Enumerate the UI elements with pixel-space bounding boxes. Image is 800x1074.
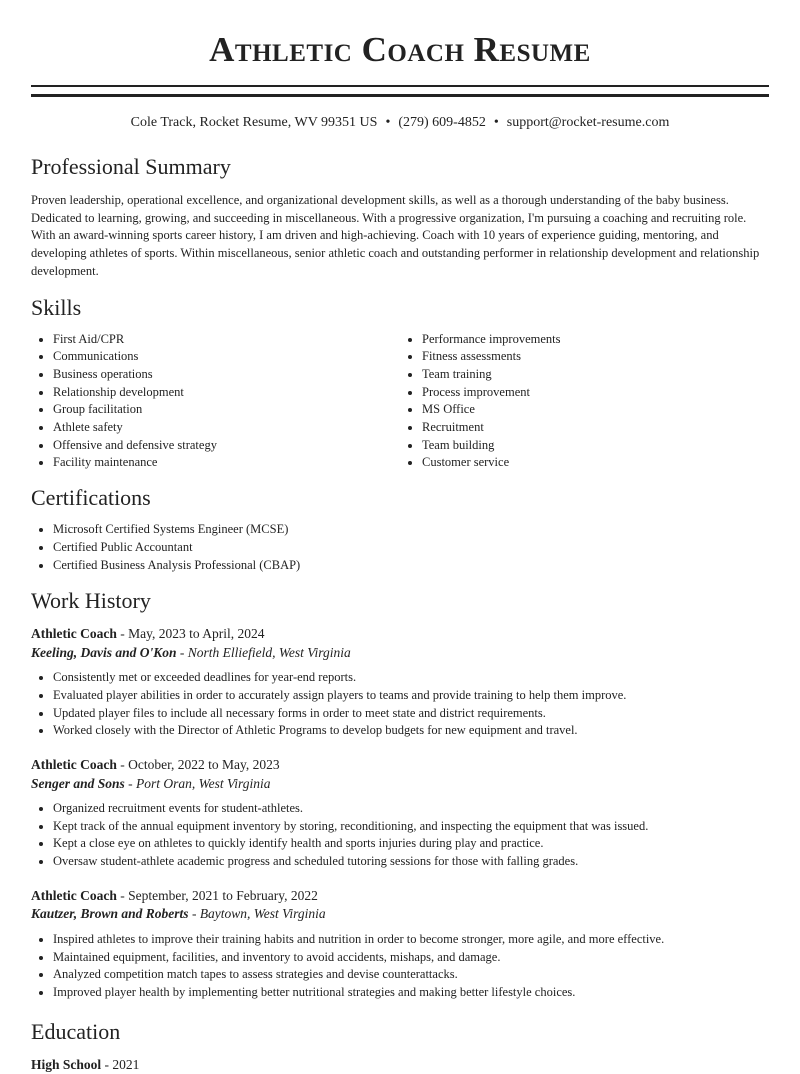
- job-dates: September, 2021 to February, 2022: [128, 887, 318, 903]
- skill-item: • Relationship development: [53, 384, 400, 402]
- job-dash: -: [124, 775, 137, 791]
- education-degree: High School: [31, 1056, 102, 1072]
- skill-item: • MS Office: [422, 401, 769, 419]
- job-title: Athletic Coach: [31, 887, 117, 903]
- skill-item: • Business operations: [53, 366, 400, 384]
- job-duty: • Kept a close eye on athletes to quickly identify health and sports injuries during play and practice.: [53, 835, 769, 853]
- job-duty: • Kept track of the annual equipment inventory by storing, reconditioning, and inspecting the equipment that was issued.: [53, 818, 769, 836]
- job-duty: • Worked closely with the Director of Athletic Programs to develop budgets for new equipment and travel.: [53, 722, 769, 740]
- contact-separator: •: [385, 115, 391, 130]
- employer-location: Baytown, West Virginia: [199, 906, 326, 922]
- skills-columns: [31, 331, 769, 473]
- employer-name: Senger and Sons: [31, 775, 125, 791]
- summary-heading: Professional Summary: [31, 154, 231, 179]
- certification-item: • Certified Business Analysis Professional (CBAP): [53, 557, 769, 575]
- job-title: Athletic Coach: [31, 626, 117, 642]
- job-duty: • Maintained equipment, facilities, and inventory to avoid accidents, mishaps, and damage.: [53, 949, 769, 967]
- skill-item: • Offensive and defensive strategy: [53, 437, 400, 455]
- summary-text: Proven leadership, operational excellence, and organizational development skills, as well as a thorough understanding of the baby business. Dedicated to learning, growing, and succeeding in miscellaneous. With a progressive organization, I'm pursuing a coaching and recruiting role. With an award-winning sports career history, I am driven and high-achieving. Coach with 10 years of experience guiding, mentoring, and developing athletes of sports. Within miscellaneous, senior athletic coach and outstanding performer in relationship development and relationship development.: [31, 193, 760, 278]
- job-duties-list: [31, 931, 769, 1002]
- skill-item: • Communications: [53, 348, 400, 366]
- job-dates: May, 2023 to April, 2024: [128, 626, 265, 642]
- resume-page: [31, 0, 769, 1074]
- contact-separator: •: [493, 115, 499, 130]
- job-duty: • Analyzed competition match tapes to assess strategies and devise counterattacks.: [53, 966, 769, 984]
- job-dash: -: [116, 887, 129, 903]
- certification-item: • Microsoft Certified Systems Engineer (MCSE): [53, 521, 769, 539]
- employer-location: North Elliefield, West Virginia: [187, 644, 351, 660]
- job-duty: • Updated player files to include all necessary forms in order to meet state and district requirements.: [53, 705, 769, 723]
- resume-title: Athletic Coach Resume: [209, 30, 591, 69]
- skills-list-left: [31, 331, 400, 473]
- job-duty: • Evaluated player abilities in order to accurately assign players to teams and provide training to help them improve.: [53, 687, 769, 705]
- skills-list-right: [400, 331, 769, 473]
- job-dash: -: [176, 644, 188, 660]
- job-title-line: [31, 756, 769, 775]
- job-duty: • Organized recruitment events for student-athletes.: [53, 800, 769, 818]
- skill-item: • Customer service: [422, 454, 769, 472]
- certifications-list: [31, 521, 769, 574]
- education-year: 2021: [112, 1056, 140, 1072]
- skill-item: • Group facilitation: [53, 401, 400, 419]
- skill-item: • Team training: [422, 366, 769, 384]
- skill-item: • Team building: [422, 437, 769, 455]
- certifications-heading: Certifications: [31, 485, 151, 511]
- contact-address: Cole Track, Rocket Resume, WV 99351 US: [130, 115, 378, 130]
- job-entry: [31, 625, 769, 740]
- job-dash: -: [188, 906, 200, 922]
- job-entry: [31, 756, 769, 871]
- job-title: Athletic Coach: [31, 757, 117, 773]
- job-duties-list: [31, 800, 769, 871]
- employer-name: Kautzer, Brown and Roberts: [31, 906, 189, 922]
- job-duty: • Inspired athletes to improve their training habits and nutrition in order to become stronger, more agile, and more effective.: [53, 931, 769, 949]
- employer-location: Port Oran, West Virginia: [136, 775, 271, 791]
- skill-item: • Athlete safety: [53, 419, 400, 437]
- job-duty: • Improved player health by implementing better nutritional strategies and making better lifestyle choices.: [53, 984, 769, 1002]
- skill-item: • First Aid/CPR: [53, 331, 400, 349]
- certification-item: • Certified Public Accountant: [53, 539, 769, 557]
- education-entry: [31, 1056, 769, 1074]
- employer-line: [31, 644, 769, 663]
- job-duty: • Consistently met or exceeded deadlines for year-end reports.: [53, 669, 769, 687]
- skill-item: • Recruitment: [422, 419, 769, 437]
- work-history-heading: Work History: [31, 588, 151, 614]
- contact-line: [31, 113, 769, 133]
- skills-heading: Skills: [31, 294, 82, 320]
- job-title-line: [31, 625, 769, 644]
- skill-item: • Process improvement: [422, 384, 769, 402]
- job-dash: -: [116, 757, 129, 773]
- job-dash: -: [116, 626, 129, 642]
- title-divider: [31, 85, 769, 97]
- employer-line: [31, 905, 769, 924]
- job-dates: October, 2022 to May, 2023: [128, 757, 280, 773]
- education-heading: Education: [31, 1018, 121, 1044]
- employer-name: Keeling, Davis and O'Kon: [31, 644, 177, 660]
- skill-item: • Facility maintenance: [53, 454, 400, 472]
- employer-line: [31, 775, 769, 794]
- contact-email[interactable]: support@rocket-resume.com: [506, 115, 670, 130]
- job-duty: • Oversaw student-athlete academic progress and scheduled tutoring sessions for those with falling grades.: [53, 853, 769, 871]
- contact-phone: (279) 609-4852: [398, 115, 486, 130]
- job-title-line: [31, 887, 769, 906]
- skill-item: • Fitness assessments: [422, 348, 769, 366]
- job-duties-list: [31, 669, 769, 740]
- skill-item: • Performance improvements: [422, 331, 769, 349]
- job-entry: [31, 887, 769, 1002]
- education-dash: -: [101, 1056, 113, 1072]
